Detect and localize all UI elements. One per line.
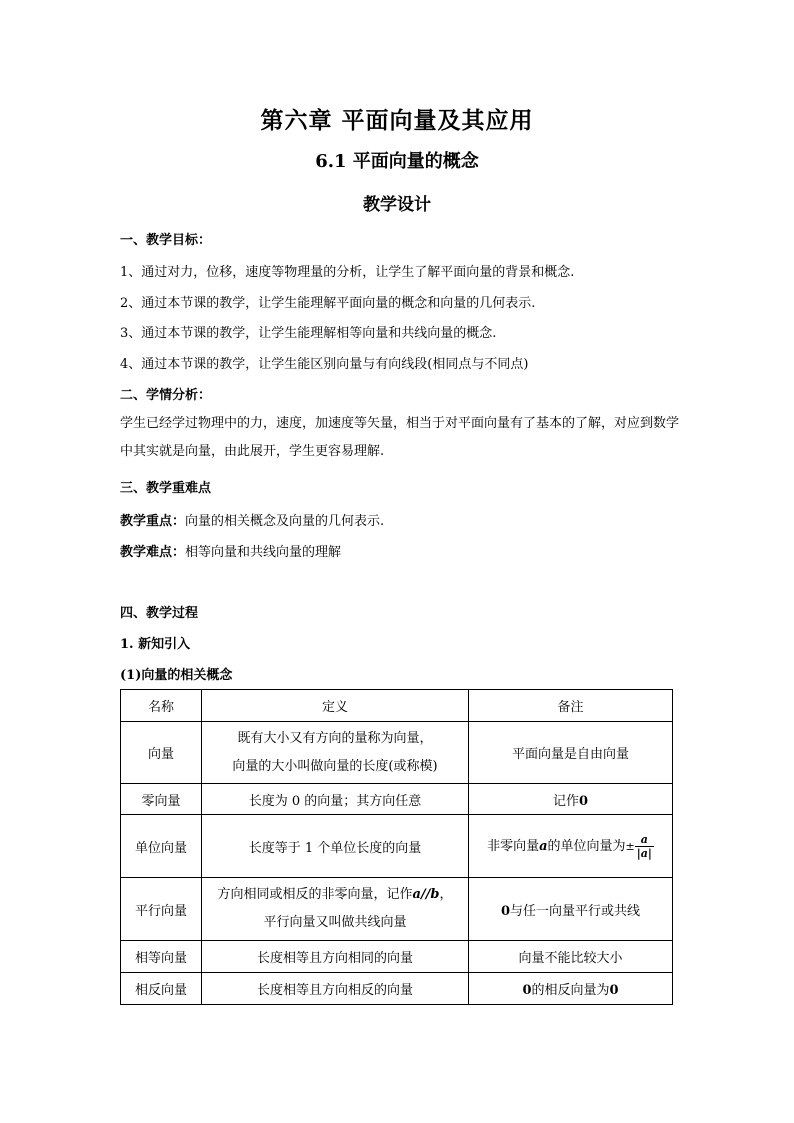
focus-label: 教学重点： bbox=[120, 514, 186, 529]
focus-line bbox=[120, 510, 384, 529]
cell-name: 平行向量 bbox=[121, 878, 202, 941]
cell-note bbox=[469, 815, 673, 878]
sub-heading-concepts: (1)向量的相关概念 bbox=[120, 668, 233, 683]
cell-definition bbox=[202, 878, 469, 941]
fraction-numerator: a bbox=[635, 833, 654, 847]
header-name: 名称 bbox=[121, 690, 202, 722]
cell-definition: 长度相等且方向相同的向量 bbox=[202, 941, 469, 973]
goals-heading: 一、教学目标： bbox=[120, 233, 212, 248]
table-header-row bbox=[121, 690, 673, 722]
definition-line bbox=[206, 881, 464, 909]
goal-item-1: 1、通过对力，位移，速度等物理量的分析，让学生了解平面向量的背景和概念. bbox=[120, 265, 575, 280]
cell-note: 向量不能比较大小 bbox=[469, 941, 673, 973]
cell-name: 零向量 bbox=[121, 784, 202, 815]
document-subtitle: 教学设计 bbox=[363, 195, 431, 215]
header-note: 备注 bbox=[469, 690, 673, 722]
analysis-heading: 二、学情分析： bbox=[120, 388, 212, 403]
cell-definition bbox=[202, 722, 469, 784]
zero-vector-symbol: 0 bbox=[609, 983, 619, 998]
zero-vector-symbol: 0 bbox=[522, 983, 532, 998]
goal-item-3: 3、通过本节课的教学，让学生能理解相等向量和共线向量的概念. bbox=[120, 326, 497, 341]
cell-name: 单位向量 bbox=[121, 815, 202, 878]
note-text: 非零向量 bbox=[487, 838, 540, 854]
note-text: 记作 bbox=[552, 793, 579, 809]
analysis-paragraph: 学生已经学过物理中的力，速度，加速度等矢量，相当于对平面向量有了基本的了解，对应到数学中其实就是向量，由此展开，学生更容易理解. bbox=[120, 416, 680, 459]
table-row bbox=[121, 722, 673, 784]
definition-line: 既有大小又有方向的量称为向量， bbox=[237, 730, 433, 746]
cell-note bbox=[469, 784, 673, 815]
header-definition: 定义 bbox=[202, 690, 469, 722]
cell-definition: 长度相等且方向相反的向量 bbox=[202, 973, 469, 1005]
definition-line: 向量的大小叫做向量的长度(或称模) bbox=[232, 758, 438, 774]
difficulty-text: 相等向量和共线向量的理解 bbox=[185, 545, 342, 560]
cell-definition: 长度为 0 的向量；其方向任意 bbox=[202, 784, 469, 815]
cell-name: 相等向量 bbox=[121, 941, 202, 973]
unit-vector-fraction bbox=[635, 833, 654, 860]
goal-item-4: 4、通过本节课的教学，让学生能区别向量与有向线段(相同点与不同点) bbox=[120, 357, 529, 372]
plus-minus-symbol: ± bbox=[625, 839, 635, 853]
zero-vector-symbol: 0 bbox=[578, 793, 589, 809]
step-new-knowledge: 1. 新知引入 bbox=[120, 637, 191, 652]
chapter-title: 第六章 平面向量及其应用 bbox=[260, 107, 534, 134]
note-text: 与任一向量平行或共线 bbox=[510, 903, 641, 919]
zero-vector-symbol: 0 bbox=[500, 903, 511, 919]
concepts-table bbox=[120, 689, 673, 1005]
key-points-heading: 三、教学重难点 bbox=[120, 481, 212, 496]
parallel-notation: a//b bbox=[412, 887, 440, 902]
definition-text: ， bbox=[439, 887, 453, 902]
table-row bbox=[121, 815, 673, 878]
table-row bbox=[121, 973, 673, 1005]
cell-definition: 长度等于 1 个单位长度的向量 bbox=[202, 815, 469, 878]
vector-a-symbol: a bbox=[539, 838, 548, 854]
cell-note bbox=[469, 973, 673, 1005]
definition-text: 方向相同或相反的非零向量，记作 bbox=[217, 887, 413, 902]
fraction-denominator: |a| bbox=[636, 846, 652, 860]
cell-note: 平面向量是自由向量 bbox=[469, 722, 673, 784]
focus-text: 向量的相关概念及向量的几何表示. bbox=[185, 514, 385, 529]
cell-note bbox=[469, 878, 673, 941]
section-title: 6.1 平面向量的概念 bbox=[315, 151, 479, 172]
table-row bbox=[121, 784, 673, 815]
cell-name: 向量 bbox=[121, 722, 202, 784]
goal-item-2: 2、通过本节课的教学，让学生能理解平面向量的概念和向量的几何表示. bbox=[120, 296, 536, 311]
definition-line: 平行向量又叫做共线向量 bbox=[263, 915, 407, 930]
process-heading: 四、教学过程 bbox=[120, 606, 199, 621]
note-text: 的相反向量为 bbox=[531, 983, 610, 998]
difficulty-line bbox=[120, 541, 341, 560]
difficulty-label: 教学难点： bbox=[120, 545, 186, 560]
table-row bbox=[121, 941, 673, 973]
cell-name: 相反向量 bbox=[121, 973, 202, 1005]
note-text: 的单位向量为 bbox=[547, 838, 626, 854]
table-row bbox=[121, 878, 673, 941]
